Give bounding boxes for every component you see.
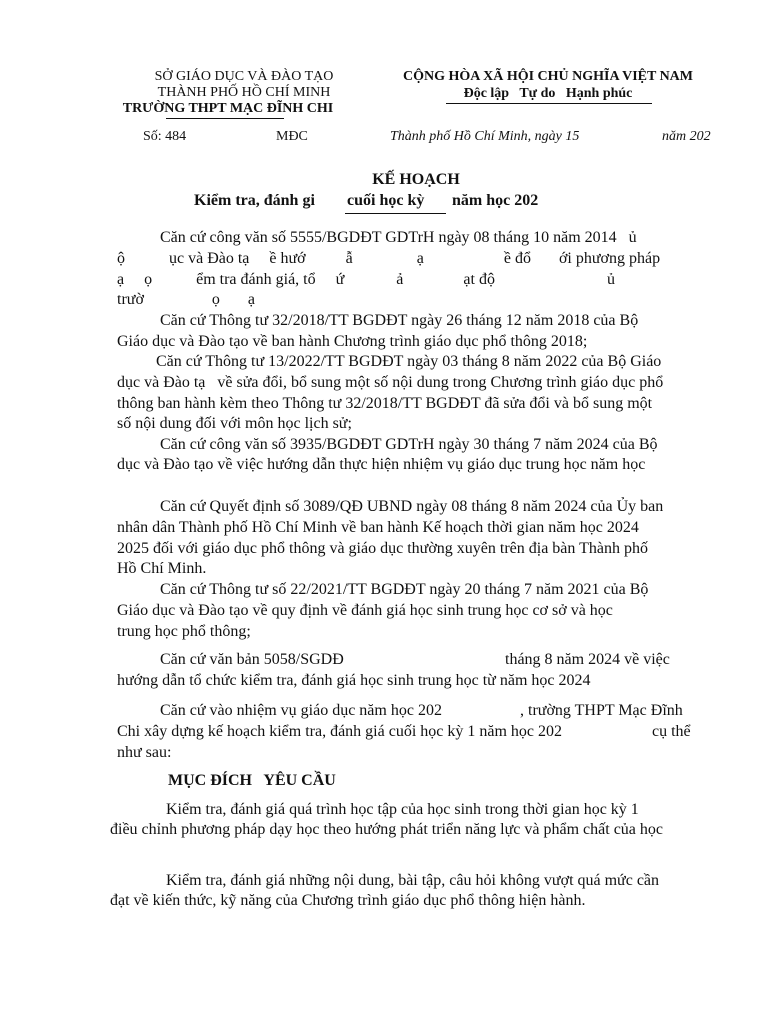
body-line: Giáo dục và Đào tạo về ban hành Chương trình giáo dục phổ thông 2018; xyxy=(117,333,588,350)
subtitle-underline xyxy=(345,213,446,214)
body-line: thông ban hành kèm theo Thông tư 32/2018/TT BGDĐT đã sửa đổi và bổ sung một xyxy=(117,395,653,412)
body-line: dục và Đào tạo về việc hướng dẫn thực hiện nhiệm vụ giáo dục trung học năm học xyxy=(117,456,646,473)
section-heading: MỤC ĐÍCH YÊU CẦU xyxy=(168,772,336,789)
body-line: hướng dẫn tổ chức kiểm tra, đánh giá học sinh trung học từ năm học 2024 xyxy=(117,672,591,689)
body-line: Chi xây dựng kế hoạch kiểm tra, đánh giá cuối học kỳ 1 năm học 202 xyxy=(117,723,563,740)
body-line: Căn cứ Thông tư 32/2018/TT BGDĐT ngày 26 tháng 12 năm 2018 của Bộ xyxy=(160,312,639,329)
country-name: CỘNG HÒA XÃ HỘI CHỦ NGHĨA VIỆT NAM xyxy=(402,69,694,84)
body-line: trung học phổ thông; xyxy=(117,623,251,640)
doc-title: KẾ HOẠCH xyxy=(372,171,460,188)
body-line: , trường THPT Mạc Đĩnh xyxy=(520,702,683,719)
body-line: trườ ọ ạ xyxy=(117,291,256,308)
body-line: dục và Đào tạ về sửa đổi, bổ sung một số nội dung trong Chương trình giáo dục phổ xyxy=(117,374,664,391)
body-line: nhân dân Thành phố Hồ Chí Minh về ban hành Kế hoạch thời gian năm học 2024 xyxy=(117,519,639,536)
body-line: Căn cứ công văn số 3935/BGDĐT GDTrH ngày 30 tháng 7 năm 2024 của Bộ xyxy=(160,436,658,453)
date-year: năm 202 xyxy=(662,129,711,144)
doc-subtitle-a: Kiểm tra, đánh gi xyxy=(194,192,315,209)
body-line: ộ ục và Đào tạ ề hướ ẫ ạ ề đổ ới phương pháp xyxy=(117,250,661,267)
doc-subtitle-b: cuối học kỳ xyxy=(347,192,425,209)
body-line: tháng 8 năm 2024 về việc xyxy=(505,651,670,668)
body-line: Căn cứ Thông tư 13/2022/TT BGDĐT ngày 03 tháng 8 năm 2022 của Bộ Giáo xyxy=(156,353,662,370)
body-line: Căn cứ Thông tư số 22/2021/TT BGDĐT ngày 20 tháng 7 năm 2021 của Bộ xyxy=(160,581,649,598)
body-line: cụ thể xyxy=(652,723,691,740)
body-line: số nội dung đối với môn học lịch sử; xyxy=(117,415,352,432)
body-line: Căn cứ văn bản 5058/SGDĐ xyxy=(160,651,344,668)
city-name: THÀNH PHỐ HỒ CHÍ MINH xyxy=(157,85,331,100)
school-name: TRƯỜNG THPT MẠC ĐĨNH CHI xyxy=(122,101,334,116)
body-line: Căn cứ vào nhiệm vụ giáo dục năm học 202 xyxy=(160,702,442,719)
body-line: Căn cứ Quyết định số 3089/QĐ UBND ngày 08 tháng 8 năm 2024 của Ủy ban xyxy=(160,498,664,515)
body-line: 2025 đối với giáo dục phổ thông và giáo dục thường xuyên trên địa bàn Thành phố xyxy=(117,540,648,557)
body-line: điều chỉnh phương pháp dạy học theo hướng phát triển năng lực và phẩm chất của học xyxy=(110,821,663,838)
doc-number: Số: 484 xyxy=(143,129,187,144)
school-underline xyxy=(166,118,284,119)
body-line: Căn cứ công văn số 5555/BGDĐT GDTrH ngày 08 tháng 10 năm 2014 ủ xyxy=(160,229,637,246)
motto: Độc lập Tự do Hạnh phúc xyxy=(463,86,633,101)
department-name: SỞ GIÁO DỤC VÀ ĐÀO TẠO xyxy=(154,69,334,84)
body-line: Hồ Chí Minh. xyxy=(117,560,207,577)
body-line: Kiểm tra, đánh giá quá trình học tập của học sinh trong thời gian học kỳ 1 xyxy=(166,801,639,818)
body-line: Kiểm tra, đánh giá những nội dung, bài tập, câu hỏi không vượt quá mức cần xyxy=(166,872,660,889)
motto-underline xyxy=(446,103,652,104)
doc-code: MĐC xyxy=(276,129,308,144)
body-line: như sau: xyxy=(117,744,172,761)
body-line: ạ ọ ểm tra đánh giá, tổ ứ ả ạt độ ủ xyxy=(117,271,615,288)
body-line: Giáo dục và Đào tạo về quy định về đánh giá học sinh trung học cơ sở và học xyxy=(117,602,613,619)
body-line: đạt về kiến thức, kỹ năng của Chương trình giáo dục phổ thông hiện hành. xyxy=(110,892,586,909)
doc-subtitle-c: năm học 202 xyxy=(452,192,539,209)
place-date: Thành phố Hồ Chí Minh, ngày 15 xyxy=(390,129,580,144)
